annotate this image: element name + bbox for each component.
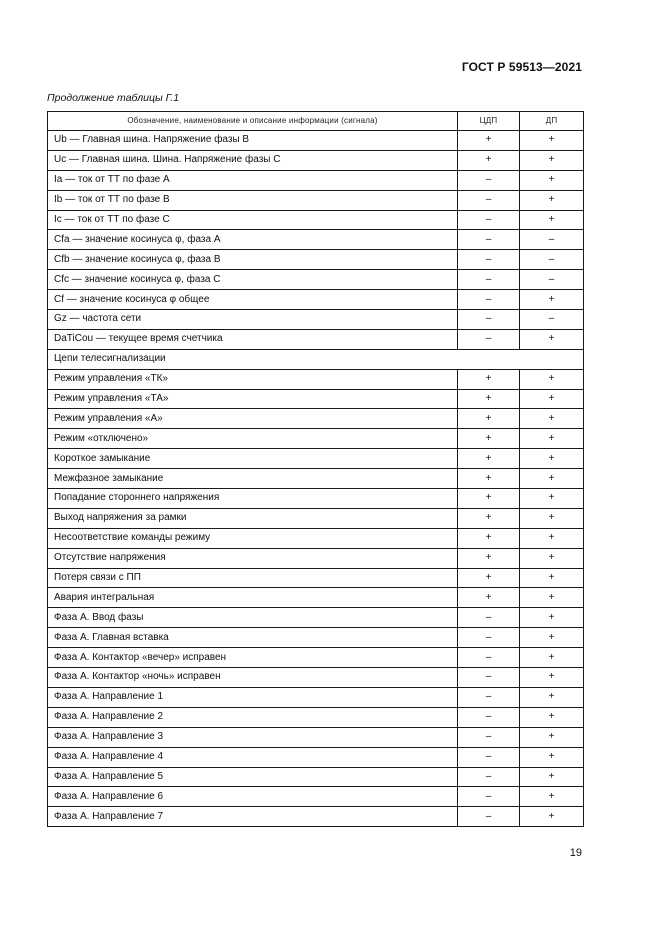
table-row [48,528,584,548]
cell-description: Межфазное замыкание [48,469,458,489]
cell-dp: + [520,429,584,449]
cell-description: Фаза A. Главная вставка [48,628,458,648]
cell-description: Фаза A. Направление 2 [48,707,458,727]
cell-dp: + [520,807,584,827]
table-row [48,687,584,707]
cell-description: Режим управления «А» [48,409,458,429]
cell-dp: + [520,787,584,807]
cell-cdp: – [458,329,520,349]
cell-dp: + [520,369,584,389]
cell-description: Режим управления «ТК» [48,369,458,389]
table-row [48,449,584,469]
cell-cdp: – [458,170,520,190]
table-row [48,310,584,330]
cell-dp: + [520,628,584,648]
cell-cdp: + [458,508,520,528]
cell-dp: + [520,608,584,628]
table-row [48,150,584,170]
table-row [48,429,584,449]
document-code: ГОСТ Р 59513—2021 [461,60,582,74]
cell-dp: – [520,310,584,330]
cell-dp: + [520,190,584,210]
cell-cdp: – [458,747,520,767]
cell-description: Gz — частота сети [48,310,458,330]
cell-dp: + [520,668,584,688]
cell-cdp: – [458,628,520,648]
cell-dp: + [520,548,584,568]
cell-description: Ib — ток от ТТ по фазе B [48,190,458,210]
page-number: 19 [569,847,582,859]
cell-cdp: + [458,369,520,389]
cell-dp: + [520,409,584,429]
cell-dp: + [520,727,584,747]
cell-cdp: – [458,290,520,310]
cell-description: Фаза A. Направление 3 [48,727,458,747]
cell-description: Ic — ток от ТТ по фазе C [48,210,458,230]
table-row [48,131,584,151]
cell-dp: + [520,469,584,489]
cell-description: Uc — Главная шина. Шина. Напряжение фазы C [48,150,458,170]
cell-cdp: – [458,608,520,628]
cell-description: Cfa — значение косинуса φ, фаза A [48,230,458,250]
table-row [48,369,584,389]
cell-description: Фаза A. Направление 4 [48,747,458,767]
cell-description: Фаза A. Направление 1 [48,687,458,707]
table-row [48,409,584,429]
cell-dp: – [520,230,584,250]
cell-description: Режим «отключено» [48,429,458,449]
cell-cdp: – [458,210,520,230]
table-caption: Продолжение таблицы Г.1 [47,92,180,104]
table-row [48,190,584,210]
table-body [48,131,584,827]
cell-dp: + [520,767,584,787]
section-title: Цепи телесигнализации [48,349,584,369]
table-row [48,389,584,409]
cell-cdp: – [458,787,520,807]
table-row [48,290,584,310]
column-header-description: Обозначение, наименование и описание информации (сигнала) [48,112,458,131]
table-row [48,807,584,827]
table-header-row [48,112,584,131]
cell-cdp: + [458,548,520,568]
cell-cdp: – [458,767,520,787]
signals-table [47,111,584,827]
table-row [48,270,584,290]
table-row [48,568,584,588]
table-row [48,767,584,787]
cell-dp: + [520,588,584,608]
cell-dp: + [520,329,584,349]
cell-cdp: – [458,687,520,707]
cell-description: Фаза A. Контактор «вечер» исправен [48,648,458,668]
cell-description: Попадание стороннего напряжения [48,489,458,509]
cell-cdp: + [458,588,520,608]
table-row [48,787,584,807]
cell-cdp: – [458,250,520,270]
cell-cdp: + [458,409,520,429]
cell-description: Отсутствие напряжения [48,548,458,568]
cell-cdp: – [458,230,520,250]
table-row [48,170,584,190]
cell-dp: + [520,170,584,190]
table-row [48,707,584,727]
cell-dp: + [520,131,584,151]
cell-dp: + [520,210,584,230]
cell-dp: + [520,687,584,707]
table-row [48,747,584,767]
cell-dp: – [520,250,584,270]
cell-cdp: – [458,310,520,330]
cell-dp: + [520,290,584,310]
cell-description: Потеря связи с ПП [48,568,458,588]
table-row [48,628,584,648]
cell-cdp: + [458,150,520,170]
cell-cdp: + [458,131,520,151]
table-row [48,608,584,628]
cell-description: Cf — значение косинуса φ общее [48,290,458,310]
cell-dp: + [520,150,584,170]
cell-cdp: + [458,449,520,469]
cell-description: Ia — ток от ТТ по фазе A [48,170,458,190]
cell-cdp: – [458,270,520,290]
cell-cdp: – [458,190,520,210]
cell-description: Фаза A. Направление 7 [48,807,458,827]
cell-dp: + [520,389,584,409]
column-header-dp: ДП [520,112,584,131]
column-header-cdp: ЦДП [458,112,520,131]
table-row [48,250,584,270]
cell-cdp: + [458,389,520,409]
cell-cdp: + [458,489,520,509]
cell-description: Cfb — значение косинуса φ, фаза B [48,250,458,270]
cell-description: Cfc — значение косинуса φ, фаза C [48,270,458,290]
cell-dp: + [520,489,584,509]
cell-dp: + [520,747,584,767]
section-row [48,349,584,369]
cell-dp: + [520,568,584,588]
cell-description: Несоответствие команды режиму [48,528,458,548]
cell-dp: + [520,648,584,668]
cell-description: Фаза A. Контактор «ночь» исправен [48,668,458,688]
cell-description: Короткое замыкание [48,449,458,469]
table-row [48,648,584,668]
cell-description: Выход напряжения за рамки [48,508,458,528]
table-row [48,548,584,568]
cell-cdp: + [458,568,520,588]
cell-dp: + [520,528,584,548]
table-row [48,489,584,509]
cell-dp: + [520,707,584,727]
table-row [48,210,584,230]
cell-description: DaTiCou — текущее время счетчика [48,329,458,349]
cell-cdp: – [458,668,520,688]
cell-cdp: – [458,707,520,727]
table-row [48,588,584,608]
cell-cdp: – [458,807,520,827]
table-row [48,508,584,528]
table-row [48,668,584,688]
cell-description: Фаза A. Направление 6 [48,787,458,807]
table-row [48,469,584,489]
table-row [48,329,584,349]
cell-description: Фаза A. Направление 5 [48,767,458,787]
cell-cdp: + [458,469,520,489]
cell-cdp: – [458,727,520,747]
table-row [48,727,584,747]
table-row [48,230,584,250]
cell-description: Режим управления «ТА» [48,389,458,409]
cell-description: Авария интегральная [48,588,458,608]
cell-dp: + [520,508,584,528]
cell-dp: + [520,449,584,469]
cell-description: Ub — Главная шина. Напряжение фазы B [48,131,458,151]
cell-cdp: – [458,648,520,668]
cell-dp: – [520,270,584,290]
cell-cdp: + [458,429,520,449]
cell-description: Фаза A. Ввод фазы [48,608,458,628]
cell-cdp: + [458,528,520,548]
